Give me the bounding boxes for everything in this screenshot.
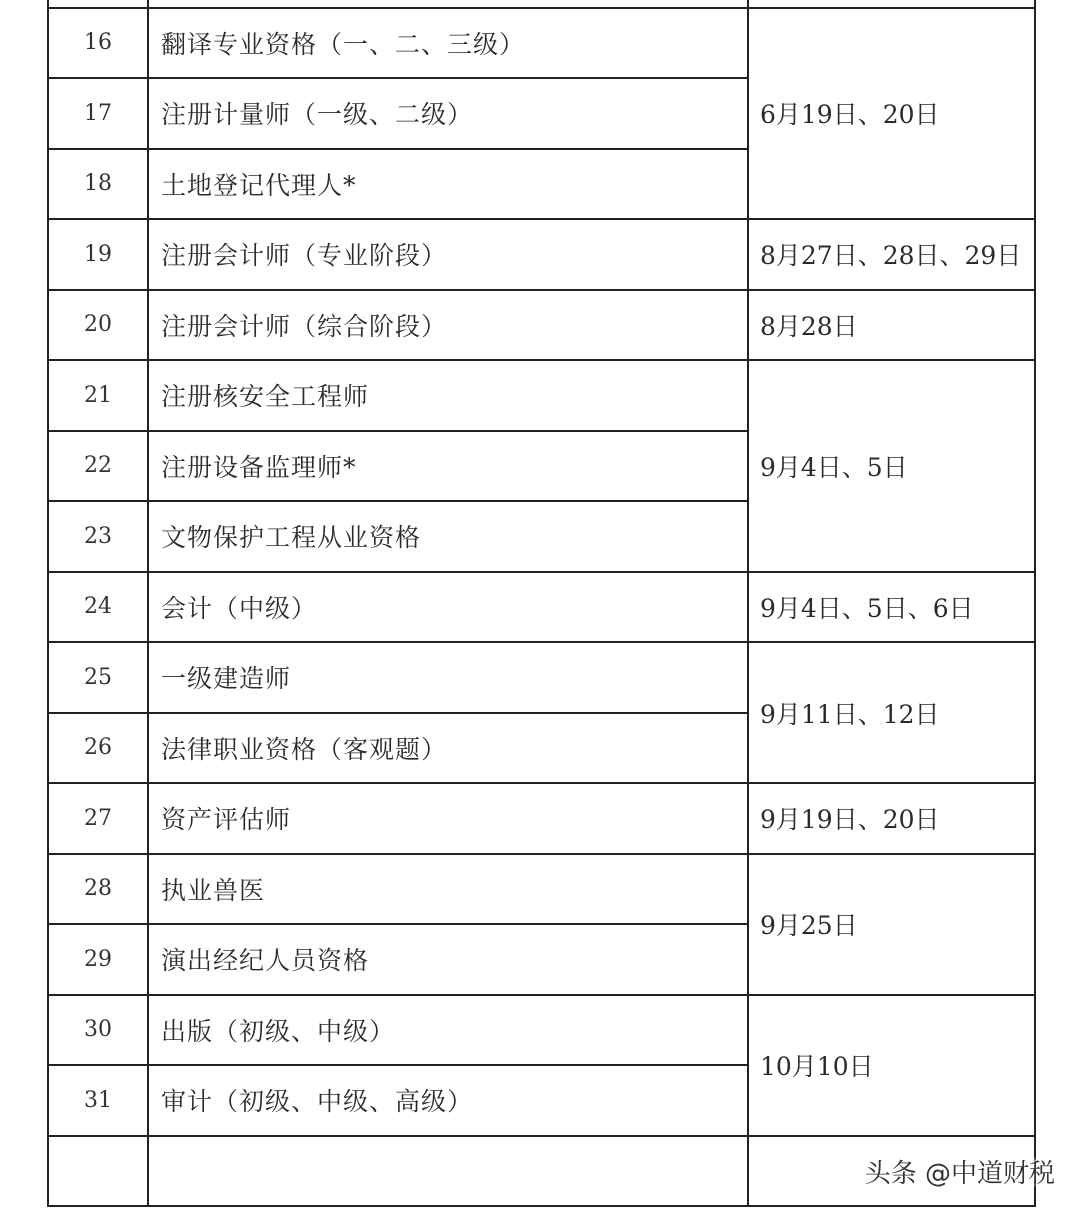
table-row: [48, 854, 1035, 925]
table-row: [48, 290, 1035, 361]
row-number: 26: [48, 713, 148, 784]
exam-date: 9月4日、5日: [748, 360, 1035, 572]
exam-name: 注册会计师（专业阶段）: [148, 219, 748, 290]
exam-date: 9月4日、5日、6日: [748, 572, 1035, 643]
exam-date: 9月25日: [748, 854, 1035, 995]
table-row: [48, 783, 1035, 854]
exam-name: 会计（中级）: [148, 572, 748, 643]
row-number: 25: [48, 642, 148, 713]
exam-name: [148, 0, 748, 8]
table-row: [48, 572, 1035, 643]
table-row: [48, 0, 1035, 8]
row-number: 28: [48, 854, 148, 925]
row-number: 16: [48, 8, 148, 79]
row-number: [48, 0, 148, 8]
exam-date: 9月19日、20日: [748, 783, 1035, 854]
exam-name: 注册会计师（综合阶段）: [148, 290, 748, 361]
row-number: 24: [48, 572, 148, 643]
row-number: 21: [48, 360, 148, 431]
exam-name: 执业兽医: [148, 854, 748, 925]
exam-name: 一级建造师: [148, 642, 748, 713]
row-number: 22: [48, 431, 148, 502]
exam-name: 注册设备监理师*: [148, 431, 748, 502]
row-number: 17: [48, 78, 148, 149]
row-number: 30: [48, 995, 148, 1066]
table-row: [48, 642, 1035, 713]
watermark-text: 头条 @中道财税: [864, 1159, 1055, 1189]
table-row: [48, 219, 1035, 290]
exam-date: 10月10日: [748, 995, 1035, 1136]
exam-name: 翻译专业资格（一、二、三级）: [148, 8, 748, 79]
exam-date: 8月28日: [748, 290, 1035, 361]
exam-name: 资产评估师: [148, 783, 748, 854]
table-row: [48, 995, 1035, 1066]
exam-name: 审计（初级、中级、高级）: [148, 1065, 748, 1136]
exam-name: 注册计量师（一级、二级）: [148, 78, 748, 149]
row-number: 29: [48, 924, 148, 995]
exam-schedule-table: [47, 0, 1036, 1207]
exam-name: 文物保护工程从业资格: [148, 501, 748, 572]
exam-date: 8月27日、28日、29日: [748, 219, 1035, 290]
row-number: 23: [48, 501, 148, 572]
row-number: [48, 1136, 148, 1207]
exam-date: 9月11日、12日: [748, 642, 1035, 783]
row-number: 18: [48, 149, 148, 220]
table-row: [48, 8, 1035, 79]
exam-name: 出版（初级、中级）: [148, 995, 748, 1066]
exam-name: 法律职业资格（客观题）: [148, 713, 748, 784]
row-number: 27: [48, 783, 148, 854]
table-row: [48, 360, 1035, 431]
row-number: 20: [48, 290, 148, 361]
exam-name: 土地登记代理人*: [148, 149, 748, 220]
exam-name: 演出经纪人员资格: [148, 924, 748, 995]
exam-name: [148, 1136, 748, 1207]
row-number: 31: [48, 1065, 148, 1136]
exam-date: [748, 0, 1035, 8]
exam-name: 注册核安全工程师: [148, 360, 748, 431]
exam-date: 6月19日、20日: [748, 8, 1035, 220]
row-number: 19: [48, 219, 148, 290]
